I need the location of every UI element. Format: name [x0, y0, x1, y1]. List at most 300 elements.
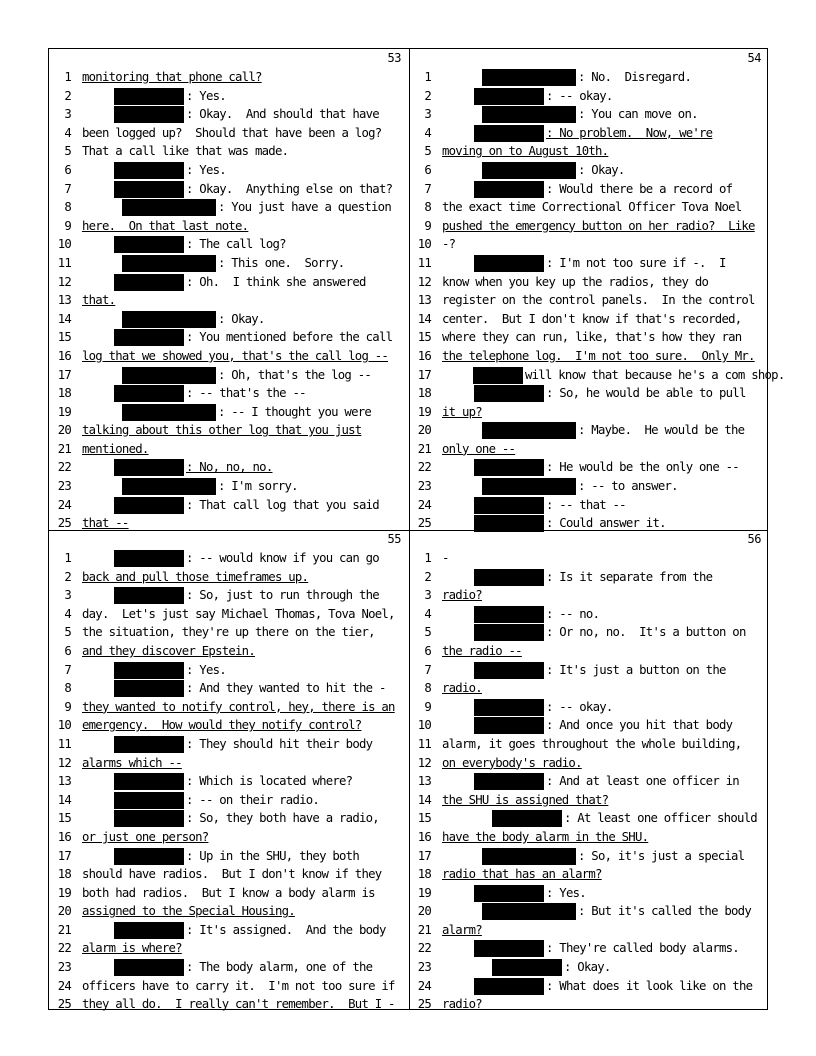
line-number: 18 [57, 867, 71, 882]
line-text: : Or no, no. It's a button on [546, 625, 746, 640]
line-text: know when you key up the radios, they do [442, 274, 709, 289]
line-text: only one -- [442, 441, 516, 456]
line-number: 7 [424, 181, 431, 196]
line-text: alarm is where? [82, 941, 182, 956]
redaction-block [122, 311, 216, 328]
transcript-line [409, 884, 769, 903]
transcript-line [49, 328, 409, 347]
line-text: they wanted to notify control, hey, there is an [82, 699, 395, 714]
line-text: : Oh. I think she answered [186, 274, 366, 289]
line-text: : Oh, that's the log -- [218, 367, 372, 382]
redaction-block [114, 773, 184, 790]
line-number: 13 [57, 293, 71, 308]
transcript-line [409, 105, 769, 124]
line-number: 11 [417, 736, 431, 751]
transcript-line [49, 772, 409, 791]
line-number: 10 [57, 718, 71, 733]
transcript-line [49, 124, 409, 143]
transcript-line [409, 902, 769, 921]
line-text: : Yes. [186, 162, 226, 177]
line-number: 22 [57, 460, 71, 475]
line-number: 2 [424, 88, 431, 103]
redaction-block [122, 478, 216, 495]
line-number: 20 [57, 904, 71, 919]
line-number: 8 [424, 200, 431, 215]
line-number: 9 [64, 218, 71, 233]
line-text: : -- to answer. [578, 479, 678, 494]
transcript-line [49, 235, 409, 254]
line-number: 12 [417, 274, 431, 289]
line-number: 18 [417, 386, 431, 401]
transcript-line [49, 605, 409, 624]
line-text: : Up in the SHU, they both [186, 848, 359, 863]
line-number: 4 [64, 606, 71, 621]
transcript-line [409, 995, 769, 1014]
transcript-line [49, 847, 409, 866]
line-number: 23 [417, 479, 431, 494]
line-number: 1 [424, 551, 431, 565]
line-number: 13 [417, 293, 431, 308]
line-number: 2 [64, 88, 71, 103]
line-number: 7 [64, 181, 71, 196]
transcript-line [409, 180, 769, 199]
line-number: 19 [417, 885, 431, 900]
line-number: 21 [417, 441, 431, 456]
redaction-block [114, 587, 184, 604]
redaction-block [474, 88, 544, 105]
line-number: 11 [57, 255, 71, 270]
line-text: : It's assigned. And the body [186, 922, 386, 937]
line-text: the telephone log. I'm not too sure. Only Mr. [442, 348, 755, 363]
line-number: 9 [64, 699, 71, 714]
line-text: -? [442, 237, 456, 252]
line-text: or just one person? [82, 829, 209, 844]
transcript-line [49, 347, 409, 366]
redaction-block [474, 459, 544, 476]
line-text: mentioned. [82, 441, 149, 456]
redaction-block [474, 255, 544, 272]
transcript-line [409, 568, 769, 587]
transcript-line [409, 217, 769, 236]
line-number: 14 [57, 311, 71, 326]
transcript-page-55 [49, 530, 409, 1011]
line-number: 20 [57, 423, 71, 438]
line-text: both had radios. But I know a body alarm is [82, 885, 375, 900]
line-number: 23 [57, 960, 71, 975]
line-text: : They're called body alarms. [546, 941, 739, 956]
transcript-line [49, 198, 409, 217]
transcript-line [49, 273, 409, 292]
line-number: 22 [417, 460, 431, 475]
redaction-block [114, 497, 184, 514]
transcript-line [409, 254, 769, 273]
transcript-lines [409, 68, 785, 533]
line-number: 15 [57, 811, 71, 826]
redaction-block [482, 422, 576, 439]
redaction-block [122, 199, 216, 216]
line-number: 3 [64, 107, 71, 122]
line-number: 20 [417, 904, 431, 919]
line-text: : So, just to run through the [186, 588, 379, 603]
transcript-line [409, 440, 769, 459]
page-number: 55 [387, 532, 401, 546]
line-text: monitoring that phone call? [82, 70, 262, 84]
line-text: : And they wanted to hit the - [186, 681, 386, 696]
transcript-line [409, 735, 769, 754]
line-text: : The call log? [186, 237, 286, 252]
transcript-line [49, 884, 409, 903]
transcript-line [409, 586, 769, 605]
transcript-line [49, 477, 409, 496]
line-text: : I'm not too sure if -. I [546, 255, 726, 270]
line-text: center. But I don't know if that's recorded, [442, 311, 742, 326]
line-number: 6 [424, 643, 431, 658]
line-number: 15 [417, 811, 431, 826]
line-text: : No. Disregard. [578, 70, 692, 84]
redaction-block [114, 106, 184, 123]
line-number: 8 [64, 200, 71, 215]
line-text: register on the control panels. In the control [442, 293, 755, 308]
redaction-block [114, 848, 184, 865]
line-number: 21 [417, 922, 431, 937]
line-number: 25 [417, 997, 431, 1012]
line-number: 12 [57, 755, 71, 770]
transcript-line [409, 403, 769, 422]
line-number: 17 [57, 367, 71, 382]
transcript-line [409, 124, 769, 143]
transcript-line [49, 403, 409, 422]
line-text: : They should hit their body [186, 736, 373, 751]
transcript-line [49, 642, 409, 661]
line-number: 16 [57, 829, 71, 844]
line-text: they all do. I really can't remember. But I - [82, 997, 395, 1012]
line-text: : You mentioned before the call [186, 330, 393, 345]
transcript-line [49, 865, 409, 884]
redaction-block [122, 255, 216, 272]
line-number: 19 [57, 885, 71, 900]
redaction-block [114, 792, 184, 809]
transcript-line [409, 87, 769, 106]
transcript-line [409, 939, 769, 958]
line-text: - [442, 551, 449, 565]
line-number: 1 [424, 70, 431, 84]
line-text: here. On that last note. [82, 218, 249, 233]
line-text: : You can move on. [578, 107, 698, 122]
line-text: : So, it's just a special [578, 848, 745, 863]
transcript-line [409, 273, 769, 292]
redaction-block [474, 978, 544, 995]
redaction-block [474, 662, 544, 679]
line-number: 9 [424, 218, 431, 233]
line-number: 10 [417, 237, 431, 252]
transcript-line [49, 440, 409, 459]
transcript-line [49, 254, 409, 273]
transcript-line [49, 496, 409, 515]
transcript-line [49, 217, 409, 236]
transcript-line [49, 586, 409, 605]
line-number: 6 [424, 162, 431, 177]
line-text: : I'm sorry. [218, 479, 298, 494]
line-number: 3 [424, 588, 431, 603]
line-number: 7 [64, 662, 71, 677]
transcript-line [49, 754, 409, 773]
line-text: : -- that -- [546, 497, 626, 512]
line-number: 17 [417, 367, 431, 382]
redaction-block [492, 810, 562, 827]
line-text: : What does it look like on the [546, 978, 753, 993]
line-text: on everybody's radio. [442, 755, 582, 770]
redaction-block [114, 680, 184, 697]
transcript-line [49, 791, 409, 810]
redaction-block [114, 810, 184, 827]
line-text: moving on to August 10th. [442, 144, 609, 159]
line-number: 21 [57, 922, 71, 937]
page-number: 56 [747, 532, 761, 546]
line-text: : Okay. [564, 960, 611, 975]
line-text: : It's just a button on the [546, 662, 726, 677]
transcript-line [409, 384, 769, 403]
transcript-page-56 [409, 530, 769, 1011]
redaction-block [482, 162, 576, 179]
line-text: : The body alarm, one of the [186, 960, 373, 975]
line-text: the situation, they're up there on the tier, [82, 625, 375, 640]
line-text: where they can run, like, that's how they ran [442, 330, 742, 345]
transcript-line [409, 366, 785, 385]
transcript-line [409, 623, 769, 642]
line-text: : Could answer it. [546, 516, 666, 531]
line-text: should have radios. But I don't know if they [82, 867, 382, 882]
transcript-line [49, 977, 409, 996]
line-number: 24 [417, 978, 431, 993]
transcript-line [49, 366, 409, 385]
redaction-block [474, 497, 544, 514]
line-number: 16 [417, 829, 431, 844]
transcript-line [49, 568, 409, 587]
line-text: radio? [442, 997, 482, 1012]
line-text: : -- okay. [546, 699, 613, 714]
line-text: talking about this other log that you just [82, 423, 362, 438]
line-text: emergency. How would they notify control? [82, 718, 362, 733]
line-text: : Yes. [186, 88, 226, 103]
line-number: 5 [64, 625, 71, 640]
transcript-line [409, 310, 769, 329]
redaction-block [114, 385, 184, 402]
line-number: 7 [424, 662, 431, 677]
redaction-block [482, 903, 576, 920]
line-text: : Which is located where? [186, 774, 353, 789]
transcript-line [409, 661, 769, 680]
transcript-line [49, 384, 409, 403]
transcript-line [409, 847, 769, 866]
transcript-line [409, 716, 769, 735]
redaction-block [122, 367, 216, 384]
line-number: 19 [57, 404, 71, 419]
line-text: : You just have a question [218, 200, 391, 215]
transcript-line [49, 142, 409, 161]
transcript-line [49, 291, 409, 310]
transcript-line [409, 161, 769, 180]
transcript-page-54 [409, 49, 785, 531]
line-number: 24 [57, 497, 71, 512]
line-text: : Okay. [218, 311, 265, 326]
redaction-block [122, 404, 216, 421]
line-text: : So, they both have a radio, [186, 811, 379, 826]
transcript-line [49, 68, 409, 87]
line-text: : Okay. And should that have [186, 107, 379, 122]
line-text: alarm, it goes throughout the whole building, [442, 736, 742, 751]
transcript-line [49, 161, 409, 180]
transcript-line [49, 549, 409, 568]
redaction-block [114, 88, 184, 105]
line-number: 2 [64, 569, 71, 584]
line-text: pushed the emergency button on her radio? Like [442, 218, 755, 233]
line-text: : This one. Sorry. [218, 255, 345, 270]
transcript-line [49, 661, 409, 680]
transcript-page-53 [49, 49, 409, 530]
transcript-line [49, 921, 409, 940]
transcript-line [409, 698, 769, 717]
redaction-block [114, 550, 184, 567]
redaction-block [114, 922, 184, 939]
line-text: assigned to the Special Housing. [82, 904, 295, 919]
line-number: 11 [57, 736, 71, 751]
transcript-line [409, 977, 769, 996]
line-number: 9 [424, 699, 431, 714]
line-text: : -- no. [546, 606, 600, 621]
line-text: the exact time Correctional Officer Tova Noel [442, 200, 742, 215]
line-number: 5 [424, 144, 431, 159]
line-number: 20 [417, 423, 431, 438]
line-text: : Maybe. He would be the [578, 423, 745, 438]
line-text: back and pull those timeframes up. [82, 569, 309, 584]
redaction-block [474, 624, 544, 641]
page-number: 53 [387, 51, 401, 65]
line-number: 2 [424, 569, 431, 584]
redaction-block [114, 459, 184, 476]
line-number: 25 [57, 997, 71, 1012]
redaction-block [474, 773, 544, 790]
line-text: : -- I thought you were [218, 404, 372, 419]
transcript-line [49, 735, 409, 754]
redaction-block [474, 940, 544, 957]
line-number: 5 [424, 625, 431, 640]
line-number: 22 [57, 941, 71, 956]
transcript-line [49, 698, 409, 717]
line-number: 19 [417, 404, 431, 419]
transcript-line [49, 809, 409, 828]
line-number: 14 [57, 792, 71, 807]
transcript-line [409, 809, 769, 828]
line-text: : No problem. Now, we're [546, 125, 713, 140]
transcript-line [409, 328, 769, 347]
line-number: 6 [64, 162, 71, 177]
line-text: : No, no, no. [186, 460, 273, 475]
redaction-block [474, 569, 544, 586]
line-number: 16 [57, 348, 71, 363]
redaction-block [482, 848, 576, 865]
line-number: 17 [417, 848, 431, 863]
line-number: 15 [57, 330, 71, 345]
redaction-block [114, 959, 184, 976]
transcript-line [409, 921, 769, 940]
redaction-block [474, 885, 544, 902]
redaction-block [474, 181, 544, 198]
line-number: 18 [417, 867, 431, 882]
transcript-line [49, 180, 409, 199]
transcript-line [49, 716, 409, 735]
transcript-line [49, 87, 409, 106]
line-number: 17 [57, 848, 71, 863]
line-text: that -- [82, 516, 129, 531]
redaction-block [474, 717, 544, 734]
line-text: the SHU is assigned that? [442, 792, 609, 807]
line-text: and they discover Epstein. [82, 643, 255, 658]
redaction-block [114, 662, 184, 679]
line-number: 13 [417, 774, 431, 789]
redaction-block [482, 478, 576, 495]
line-text: : And at least one officer in [546, 774, 739, 789]
line-text: : Yes. [186, 662, 226, 677]
transcript-lines [49, 549, 409, 1014]
transcript-line [409, 828, 769, 847]
transcript-line [409, 865, 769, 884]
line-number: 14 [417, 792, 431, 807]
transcript-line [409, 477, 769, 496]
line-text: radio. [442, 681, 482, 696]
transcript-line [409, 605, 769, 624]
transcript-line [409, 291, 769, 310]
line-number: 14 [417, 311, 431, 326]
line-number: 4 [64, 125, 71, 140]
transcript-line [49, 902, 409, 921]
line-number: 23 [417, 960, 431, 975]
line-text: : Yes. [546, 885, 586, 900]
line-number: 8 [64, 681, 71, 696]
line-number: 15 [417, 330, 431, 345]
line-text: : Would there be a record of [546, 181, 733, 196]
line-text: day. Let's just say Michael Thomas, Tova Noel, [82, 606, 395, 621]
line-number: 1 [64, 70, 71, 84]
line-number: 4 [424, 125, 431, 140]
transcript-line [409, 679, 769, 698]
transcript-line [49, 679, 409, 698]
line-text: been logged up? Should that have been a log? [82, 125, 382, 140]
line-number: 25 [57, 516, 71, 531]
transcript-line [49, 995, 409, 1014]
line-text: radio? [442, 588, 482, 603]
redaction-block [473, 367, 523, 384]
line-number: 10 [417, 718, 431, 733]
transcript-line [409, 549, 769, 568]
line-text: alarm? [442, 922, 482, 937]
line-text: : -- on their radio. [186, 792, 320, 807]
line-number: 16 [417, 348, 431, 363]
transcript-line [409, 458, 769, 477]
redaction-block [114, 162, 184, 179]
transcript-line [409, 958, 769, 977]
line-number: 8 [424, 681, 431, 696]
line-text: : Is it separate from the [546, 569, 713, 584]
transcript-line [409, 68, 769, 87]
transcript-line [49, 458, 409, 477]
redaction-block [114, 236, 184, 253]
line-number: 23 [57, 479, 71, 494]
line-text: : -- would know if you can go [186, 551, 379, 565]
line-number: 6 [64, 643, 71, 658]
line-text: : But it's called the body [578, 904, 751, 919]
line-text: officers have to carry it. I'm not too sure if [82, 978, 395, 993]
transcript-line [409, 791, 769, 810]
